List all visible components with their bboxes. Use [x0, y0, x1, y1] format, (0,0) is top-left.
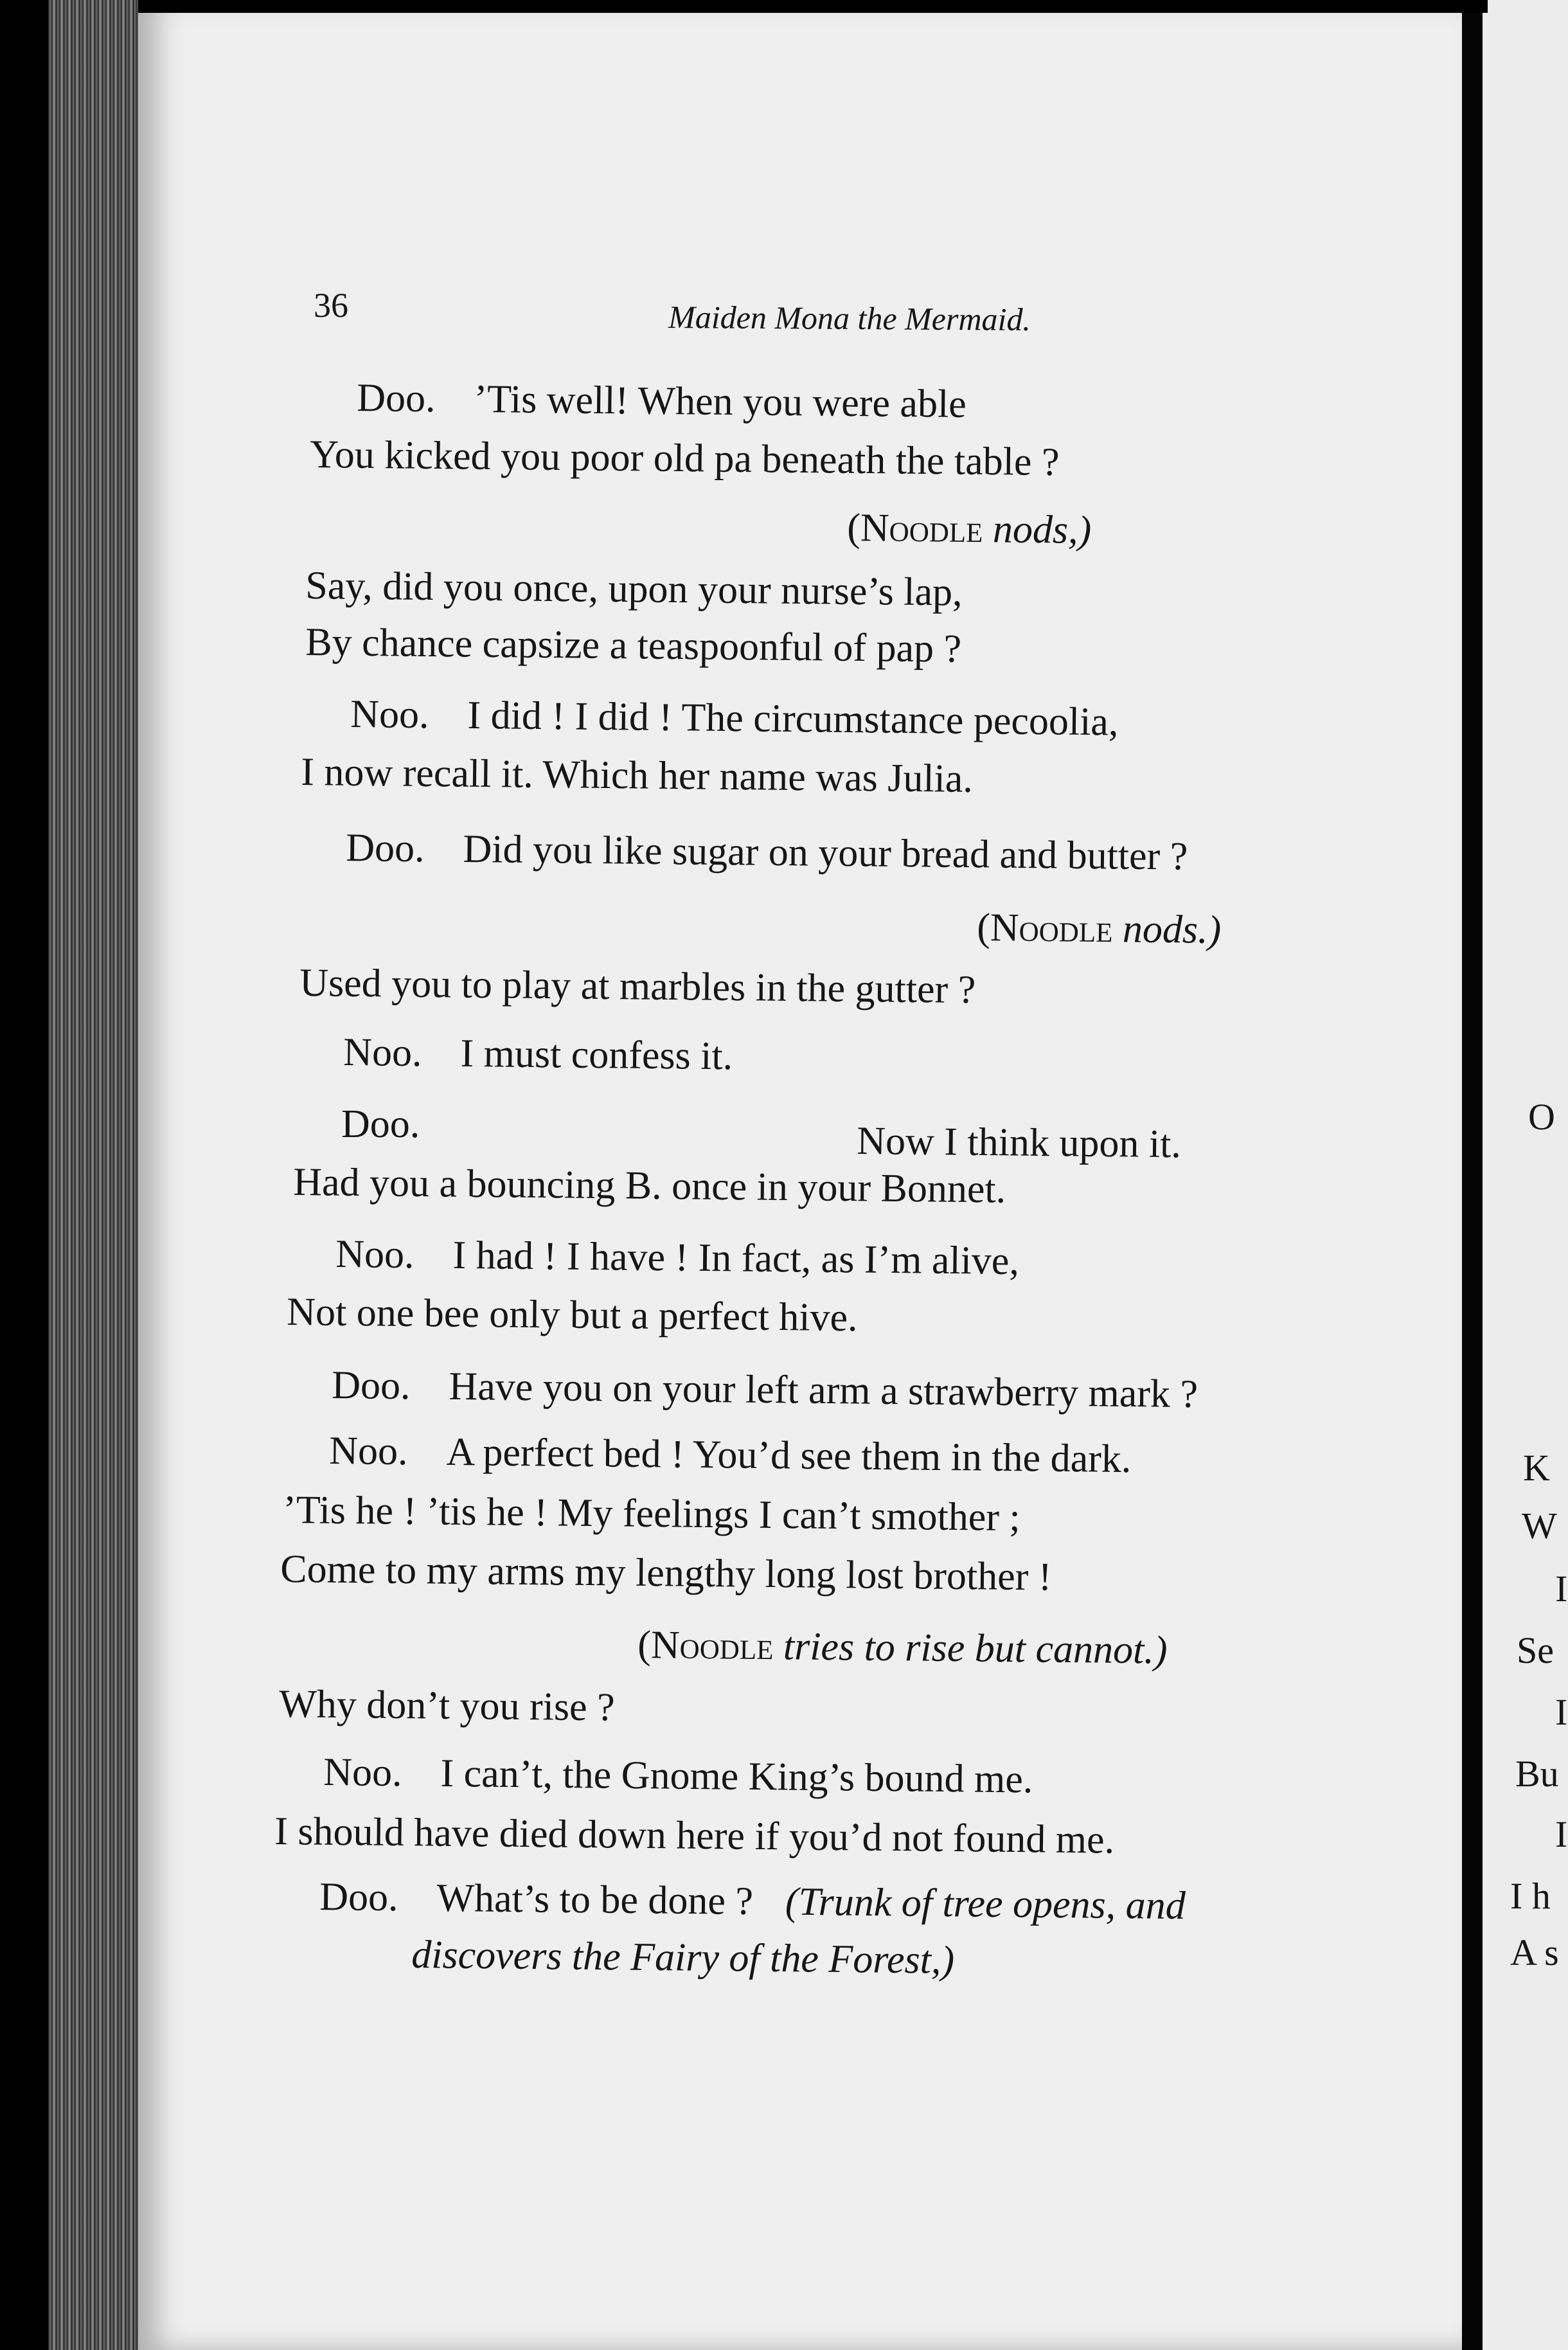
facing-fragment-4: I	[1555, 1568, 1568, 1610]
line-23: I should have died down here if you’d not found me.	[274, 1809, 1115, 1862]
running-title: Maiden Mona the Mermaid.	[668, 299, 1031, 337]
line-5: By chance capsize a teaspoonful of pap ?	[305, 620, 962, 671]
top-border	[138, 0, 1488, 13]
line-14: Noo. I had ! I have ! In fact, as I’m alive,	[335, 1232, 1020, 1284]
line-25: discovers the Fairy of the Forest,)	[411, 1933, 955, 1982]
line-12-text: Now I think upon it.	[856, 1119, 1182, 1167]
line-10: Used you to play at marbles in the gutter ?	[299, 961, 976, 1012]
line-8: Doo. Did you like sugar on your bread and butter ?	[345, 826, 1188, 879]
facing-fragment-10: A s	[1510, 1932, 1559, 1973]
line-13: Had you a bouncing B. once in your Bonnet.	[292, 1160, 1006, 1212]
stage-direction-2: (Noodle nods.)	[976, 906, 1222, 952]
line-15: Not one bee only but a perfect hive.	[286, 1290, 858, 1340]
page-number: 36	[314, 286, 348, 325]
page-gutter	[1462, 0, 1483, 2350]
line-17: Noo. A perfect bed ! You’d see them in the dark.	[328, 1429, 1132, 1482]
facing-fragment-6: I	[1555, 1691, 1568, 1733]
facing-fragment-5: Se	[1517, 1629, 1554, 1671]
line-11: Noo. I must confess it.	[343, 1030, 733, 1079]
line-7: I now recall it. Which her name was Julia.	[300, 750, 974, 801]
line-16: Doo. Have you on your left arm a strawberry mark ?	[331, 1363, 1198, 1417]
line-19: Come to my arms my lengthy long lost brother !	[280, 1547, 1052, 1599]
line-21: Why don’t you rise ?	[278, 1682, 615, 1730]
facing-page	[1483, 0, 1568, 2350]
stage-direction-3: (Noodle tries to rise but cannot.)	[637, 1623, 1168, 1673]
stage-direction-1: (Noodle nods,)	[846, 506, 1092, 552]
book-spine	[48, 0, 145, 2350]
line-2: You kicked you poor old pa beneath the table ?	[309, 433, 1060, 485]
facing-fragment-9: I h	[1510, 1875, 1551, 1917]
line-4: Say, did you once, upon your nurse’s lap,	[305, 564, 963, 614]
line-24: Doo. What’s to be done ? (Trunk of tree opens, and	[319, 1875, 1186, 1928]
facing-fragment-3: W	[1522, 1505, 1557, 1547]
line-6: Noo. I did ! I did ! The circumstance pecoolia,	[350, 692, 1119, 744]
facing-fragment-2: K	[1523, 1447, 1550, 1489]
facing-fragment-1: O	[1528, 1096, 1555, 1138]
line-12-speaker: Doo.	[341, 1102, 420, 1146]
facing-fragment-7: Bu	[1515, 1753, 1559, 1795]
line-22: Noo. I can’t, the Gnome King’s bound me.	[323, 1750, 1033, 1802]
line-18: ’Tis he ! ’tis he ! My feelings I can’t smother ;	[282, 1488, 1021, 1540]
line-1: Doo. ’Tis well! When you were able	[356, 376, 967, 426]
facing-fragment-8: I	[1555, 1813, 1568, 1855]
